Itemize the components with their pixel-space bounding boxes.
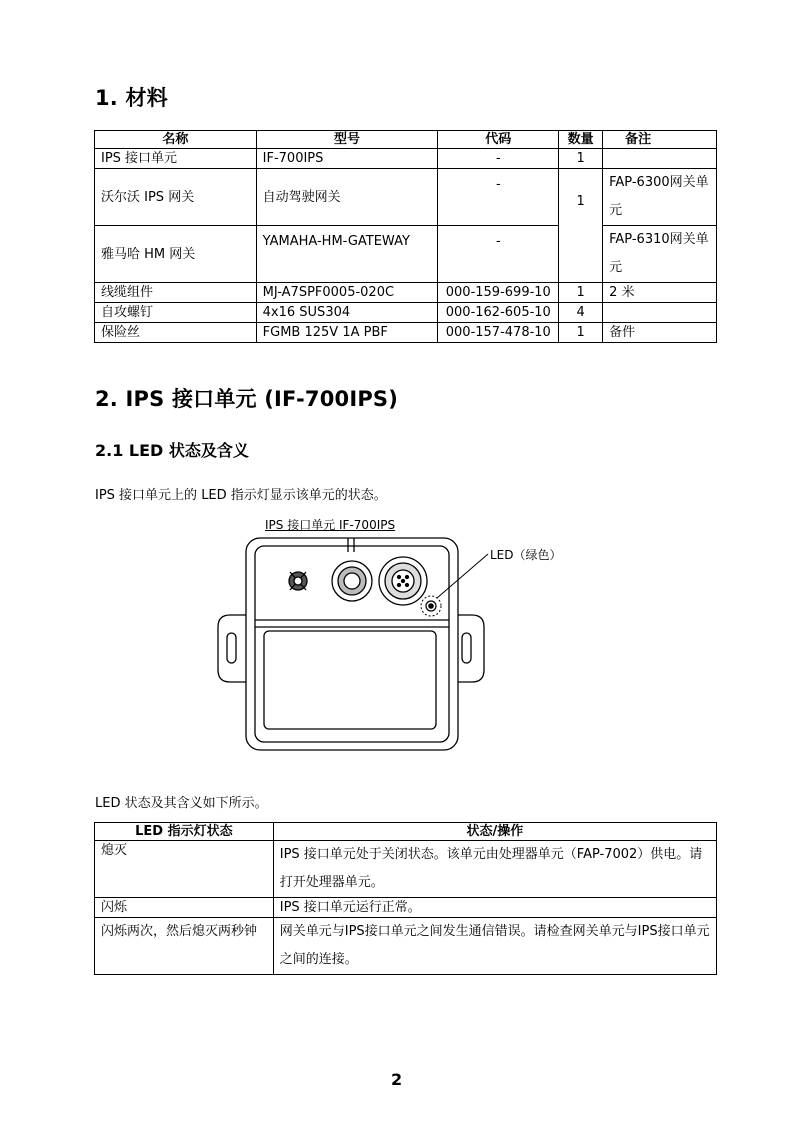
led-header-row xyxy=(95,823,717,841)
header-led-state: LED 指示灯状态 xyxy=(95,823,274,841)
header-led-action: 状态/操作 xyxy=(273,823,716,841)
header-note: 备注 xyxy=(603,131,717,149)
header-code: 代码 xyxy=(438,131,559,149)
cell-model: FGMB 125V 1A PBF xyxy=(256,323,438,343)
cell-note xyxy=(603,149,717,169)
header-qty: 数量 xyxy=(559,131,603,149)
cell-name: 自攻螺钉 xyxy=(95,303,257,323)
cell-note: 2 米 xyxy=(603,283,717,303)
cell-led-state: 闪烁 xyxy=(95,898,274,918)
cell-qty: 1 xyxy=(559,149,603,169)
display-panel xyxy=(264,631,436,729)
table-row xyxy=(95,226,717,283)
cell-note: FAP-6300网关单元 xyxy=(603,169,717,226)
materials-header-row xyxy=(95,131,717,149)
device-illustration xyxy=(210,530,510,760)
table-row xyxy=(95,323,717,343)
cell-name: 沃尔沃 IPS 网关 xyxy=(95,169,257,226)
led-table-intro: LED 状态及其含义如下所示。 xyxy=(95,796,268,811)
table-row xyxy=(95,841,717,898)
cell-code: 000-159-699-10 xyxy=(438,283,559,303)
cell-model: IF-700IPS xyxy=(256,149,438,169)
cell-name: 线缆组件 xyxy=(95,283,257,303)
cell-model: MJ-A7SPF0005-020C xyxy=(256,283,438,303)
cell-qty-merged: 1 xyxy=(559,169,603,283)
led-callout-label: LED（绿色） xyxy=(490,548,562,562)
cell-led-action: IPS 接口单元处于关闭状态。该单元由处理器单元（FAP-7002）供电。请打开处理器单元。 xyxy=(273,841,716,898)
page-number: 2 xyxy=(391,1070,403,1089)
left-mount-ear xyxy=(218,615,246,682)
intro-paragraph: IPS 接口单元上的 LED 指示灯显示该单元的状态。 xyxy=(95,488,387,503)
subsection-title: 2.1 LED 状态及含义 xyxy=(95,441,249,460)
figure-caption: IPS 接口单元 IF-700IPS xyxy=(265,518,396,532)
connector-2-icon xyxy=(379,557,427,605)
ground-terminal-icon xyxy=(289,572,307,590)
cell-note: 备件 xyxy=(603,323,717,343)
cell-led-state: 熄灭 xyxy=(95,841,274,898)
table-row xyxy=(95,898,717,918)
materials-table xyxy=(94,130,717,343)
cell-code: 000-157-478-10 xyxy=(438,323,559,343)
table-row xyxy=(95,303,717,323)
cell-code: 000-162-605-10 xyxy=(438,303,559,323)
cell-qty: 1 xyxy=(559,283,603,303)
cell-name: IPS 接口单元 xyxy=(95,149,257,169)
header-name: 名称 xyxy=(95,131,257,149)
led-leader-line xyxy=(437,554,488,598)
header-model: 型号 xyxy=(256,131,438,149)
cell-led-action: IPS 接口单元运行正常。 xyxy=(273,898,716,918)
cell-model: YAMAHA-HM-GATEWAY xyxy=(256,226,438,283)
cell-code: - xyxy=(438,169,559,226)
cell-name: 雅马哈 HM 网关 xyxy=(95,226,257,283)
cell-code: - xyxy=(438,149,559,169)
table-row xyxy=(95,283,717,303)
cell-code: - xyxy=(438,226,559,283)
cell-model: 4x16 SUS304 xyxy=(256,303,438,323)
cell-note xyxy=(603,303,717,323)
cell-qty: 4 xyxy=(559,303,603,323)
cell-led-action: 网关单元与IPS接口单元之间发生通信错误。请检查网关单元与IPS接口单元之间的连接。 xyxy=(273,918,716,975)
table-row xyxy=(95,149,717,169)
cell-name: 保险丝 xyxy=(95,323,257,343)
cell-model: 自动驾驶网关 xyxy=(256,169,438,226)
table-row xyxy=(95,918,717,975)
connector-1-icon xyxy=(332,561,372,601)
cell-note: FAP-6310网关单元 xyxy=(603,226,717,283)
section-2-title: 2. IPS 接口单元 (IF-700IPS) xyxy=(95,387,399,411)
cell-qty: 1 xyxy=(559,323,603,343)
right-mount-hole xyxy=(462,633,471,663)
left-mount-hole xyxy=(227,633,236,663)
led-indicator-icon xyxy=(421,596,441,616)
cell-led-state: 闪烁两次，然后熄灭两秒钟 xyxy=(95,918,274,975)
table-row xyxy=(95,169,717,226)
section-1-title: 1. 材料 xyxy=(95,86,168,110)
led-status-table xyxy=(94,822,717,975)
